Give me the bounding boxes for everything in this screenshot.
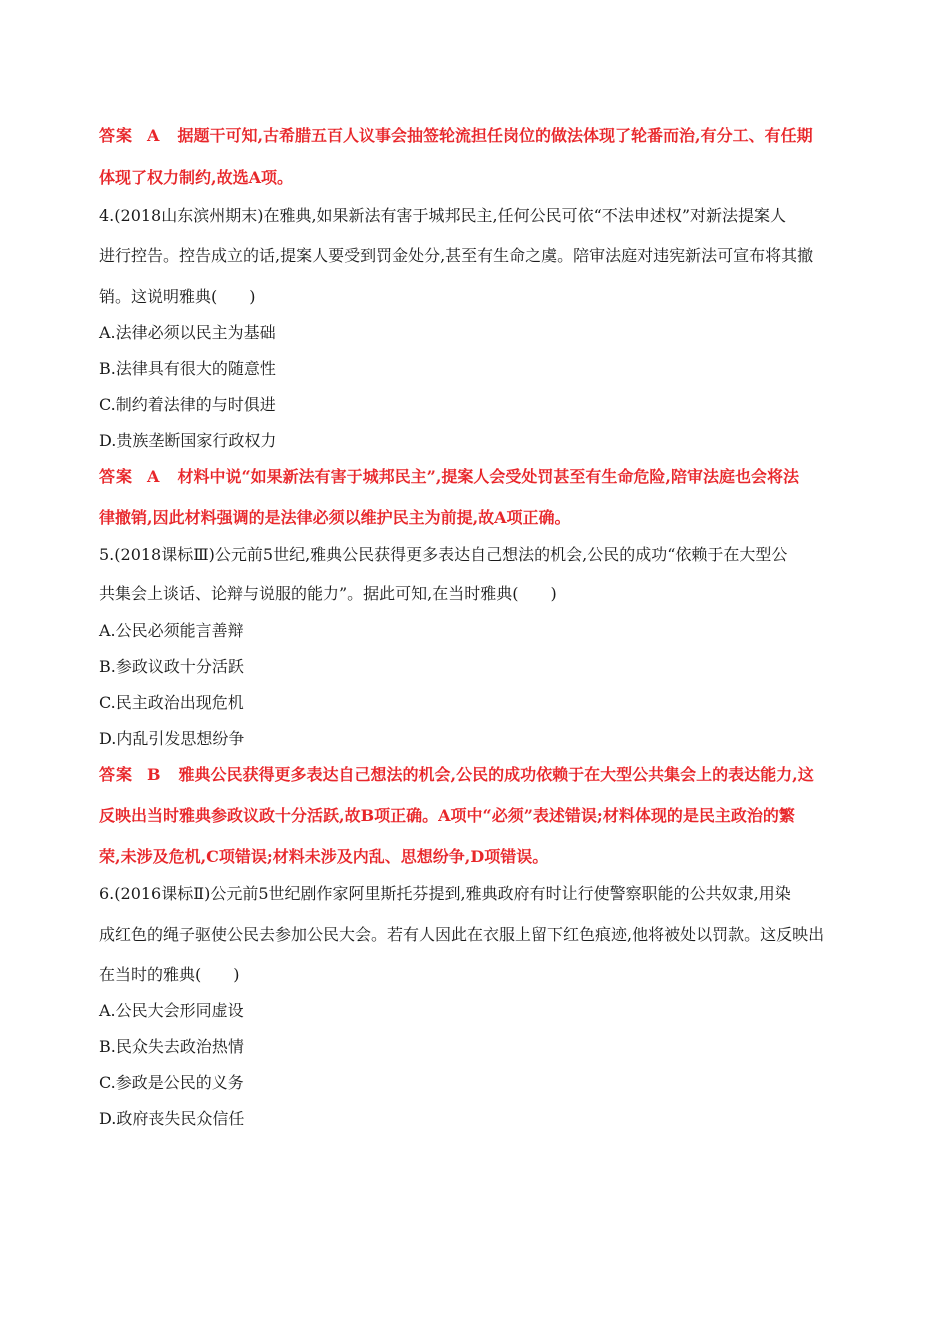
question-4-line-1: 4.(2018山东滨州期末)在雅典,如果新法有害于城邦民主,任何公民可依“不法申述权”对新法提案人 — [99, 206, 787, 225]
question-4-option-c: C.制约着法律的与时俱进 — [99, 395, 276, 414]
answer-label: 答案 — [99, 467, 134, 486]
question-4-line-2: 进行控告。控告成立的话,提案人要受到罚金处分,甚至有生命之虞。陪审法庭对违宪新法可宣布将其撤 — [99, 246, 814, 265]
question-5-option-c: C.民主政治出现危机 — [99, 693, 244, 712]
question-5-line-2: 共集会上谈话、论辩与说服的能力”。据此可知,在当时雅典( ) — [99, 584, 557, 603]
question-6-line-1: 6.(2016课标Ⅱ)公元前5世纪剧作家阿里斯托芬提到,雅典政府有时让行使警察职能的公共奴隶,用染 — [99, 884, 791, 903]
answer-text: 材料中说“如果新法有害于城邦民主”,提案人会受处罚甚至有生命危险,陪审法庭也会将法 — [177, 467, 799, 486]
question-4-option-a: A.法律必须以民主为基础 — [99, 323, 276, 342]
answer-5-line-3: 荣,未涉及危机,C项错误;材料未涉及内乱、思想纷争,D项错误。 — [99, 847, 549, 866]
question-4-option-b: B.法律具有很大的随意性 — [99, 359, 276, 378]
answer-5-line-1 — [99, 765, 814, 785]
answer-5-line-2: 反映出当时雅典参政议政十分活跃,故B项正确。A项中“必须”表述错误;材料体现的是民主政治的繁 — [99, 806, 795, 825]
question-6-line-2: 成红色的绳子驱使公民去参加公民大会。若有人因此在衣服上留下红色痕迹,他将被处以罚款。这反映出 — [99, 925, 825, 944]
answer-letter: A — [147, 467, 160, 486]
question-4-option-d: D.贵族垄断国家行政权力 — [99, 431, 277, 450]
question-5-option-d: D.内乱引发思想纷争 — [99, 729, 245, 748]
answer-text: 据题干可知,古希腊五百人议事会抽签轮流担任岗位的做法体现了轮番而治,有分工、有任期 — [177, 126, 813, 145]
answer-3-line-2: 体现了权力制约,故选A项。 — [99, 168, 293, 187]
answer-letter: B — [147, 765, 161, 784]
question-6-option-b: B.民众失去政治热情 — [99, 1037, 244, 1056]
question-5-option-b: B.参政议政十分活跃 — [99, 657, 244, 676]
question-6-line-3: 在当时的雅典( ) — [99, 965, 240, 984]
answer-label: 答案 — [99, 765, 134, 784]
question-4-line-3: 销。这说明雅典( ) — [99, 287, 256, 306]
answer-4-line-2: 律撤销,因此材料强调的是法律必须以维护民主为前提,故A项正确。 — [99, 508, 571, 527]
question-6-option-c: C.参政是公民的义务 — [99, 1073, 244, 1092]
question-5-option-a: A.公民必须能言善辩 — [99, 621, 244, 640]
answer-text: 雅典公民获得更多表达自己想法的机会,公民的成功依赖于在大型公共集会上的表达能力,这 — [178, 765, 814, 784]
answer-4-line-1 — [99, 467, 799, 487]
question-5-line-1: 5.(2018课标Ⅲ)公元前5世纪,雅典公民获得更多表达自己想法的机会,公民的成功“依赖于在大型公 — [99, 545, 788, 564]
answer-letter: A — [147, 126, 160, 145]
question-6-option-d: D.政府丧失民众信任 — [99, 1109, 245, 1128]
answer-label: 答案 — [99, 126, 134, 145]
answer-3-line-1 — [99, 126, 813, 146]
question-6-option-a: A.公民大会形同虚设 — [99, 1001, 244, 1020]
